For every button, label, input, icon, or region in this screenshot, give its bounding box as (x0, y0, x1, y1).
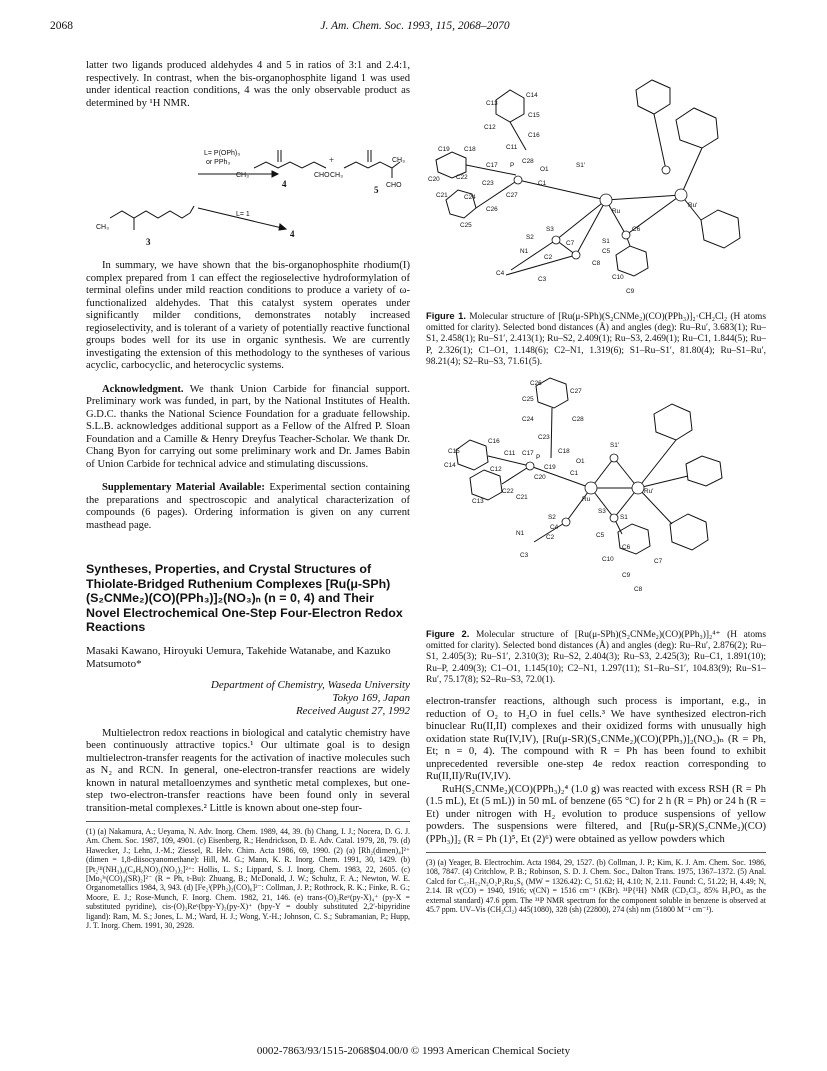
page-header (50, 20, 780, 38)
atom-label: N1 (520, 248, 529, 255)
page-number: 2068 (50, 20, 73, 32)
atom-label: C15 (528, 112, 540, 119)
atom-label: C26 (530, 380, 542, 388)
atom-label: S1′ (610, 442, 620, 450)
atom-label: C3 (520, 552, 529, 560)
right-column (426, 60, 766, 914)
atom-label: S3 (598, 508, 606, 516)
atom-label: C8 (592, 260, 601, 267)
plus-sign: + (329, 155, 335, 165)
atom-label: S1 (620, 514, 628, 522)
page-footer: 0002-7863/93/1515-2068$04.00/0 © 1993 American Chemical Society (256, 1045, 571, 1057)
figure-1-drawing (426, 60, 766, 308)
acknowledgment-text: We thank Union Carbide for financial support. Preliminary work was funded, in part, by the National Institutes of Health. G.D.C. thanks the National Science Foundation for a graduate fellowship. S.L.B. acknowledges additional support as a Fellow of the Alfred P. Sloan Foundation and a Camille & Henry Dreyfus Teacher-Scholar. We thank Dr. Chang Byon for carrying out some preliminary work and Dr. James Babin of Union Carbide for technical advice and stimulating discussions. (86, 383, 410, 470)
atom-label: C24 (464, 194, 476, 201)
compound-4-bottom: 4 (290, 229, 295, 239)
atom-label: C13 (486, 100, 498, 107)
left-column (86, 60, 410, 930)
atom-label: C3 (538, 276, 547, 283)
condition-bottom: L= 1 (236, 211, 250, 218)
compound-5: 5 (374, 185, 379, 195)
atom-label: C17 (486, 162, 498, 169)
atom-label: C13 (472, 498, 484, 506)
figure-2-caption-text: Molecular structure of [Ru(μ-SPh)(S₂CNMe₂)(CO)(PPh₃)]₂⁴⁺ (H atoms omitted for clarity). Selected bond distances (Å) and angles (deg): Ru–Ru′, 2.876(2); Ru–S1, 2.405(3); Ru–S1′, 2.310(3); Ru–S2, 2.404(3); Ru–S3, 2.425(3); Ru–C1, 1.891(10); Ru–P, 2.409(3); C1–O1, 1.145(10); C2–N1, 1.297(11); S1–Ru–S1′, 104.83(9); Ru–S1–Ru′, 75.17(8); S2–Ru–S3, 72.0(1). (426, 630, 766, 685)
atom-label: C21 (436, 192, 448, 199)
atom-label: C18 (558, 448, 570, 456)
atom-label: C27 (506, 192, 518, 199)
atom-label: S1 (602, 238, 610, 245)
figure-1-label: Figure 1. (426, 310, 467, 321)
atom-label: C16 (488, 438, 500, 446)
atom-label: C10 (602, 556, 614, 564)
summary-paragraph: In summary, we have shown that the bis-organophosphite rhodium(I) complex prepared from 1 can effect the regioselective hydroformylation of terminal olefins under mild reaction conditions to produce a variety of ω-functionalized aldehydes. That this catalyst system operates under significantly milder conditions, demonstrates notably increased regioselectivity, and is tolerant of a variety of potentially reactive functional groups bodes well for its use in organic synthesis. We are currently investigating the extension of this methodology to the syntheses of various acyclic, carbocyclic, and heterocyclic systems. (86, 260, 410, 371)
atom-label: C5 (596, 532, 605, 540)
atom-label: C11 (506, 144, 518, 151)
atom-label: C8 (634, 586, 643, 594)
atom-label: C12 (484, 124, 496, 131)
article-body-left: Multielectron redox reactions in biological and catalytic chemistry have been continuously attractive topics.¹ Our ultimate goal is to design multielectron-transfer reagents for the activation of inactive molecules such as N₂ and RCN. In general, one-electron-transfer reactions are widely known in natural metalloenzymes and synthetic metal complexes, but one-step two-electron-transfer reactions have been found only in several transition-metal complexes.² Little is known about one-step four- (86, 727, 410, 814)
atom-label: C22 (456, 174, 468, 181)
atom-label: S2 (526, 234, 534, 241)
atom-label: C20 (428, 176, 440, 183)
atom-label: Ru (582, 496, 591, 504)
atom-label: O1 (576, 458, 585, 466)
product4-cho: CHO (314, 172, 330, 179)
references-right: (3) (a) Yeager, B. Electrochim. Acta 1984, 29, 1527. (b) Collman, J. P.; Kim, K. J. Am. Chem. Soc. 1986, 108, 7847. (4) Critchlow, P. B.; Robinson, S. D. J. Chem. Soc., Dalton Trans. 1975, 1367–1372. (5) Anal. Calcd for C₅₇H₅₂N₂O₂P₂Ru₂S₆ (MW = 1326.42): C, 51.62; H, 4.10; N, 2.11. Found: C, 51.22; H, 4.49; N, 2.14. IR ν(CO) = 1940, 1916; ν(CN) = 1516 cm⁻¹ (KBr). ³¹P{¹H} NMR (CD₂Cl₂, 85% H₃PO₄ as the external standard) 47.6 ppm. The ³¹P NMR spectrum for the component soluble in benzene is observed at 45.7 ppm. UV–Vis (CH₂Cl₂) 445(1080), 328 (sh) (22800), 274 (sh) nm (51800 M⁻¹ cm⁻¹). (426, 852, 766, 914)
atom-label: C19 (544, 464, 556, 472)
supplementary-heading: Supplementary Material Available: (102, 482, 265, 493)
atom-label: C28 (572, 416, 584, 424)
atom-label: C14 (526, 92, 538, 99)
atom-label: C17 (522, 450, 534, 458)
product4-ch3: CH₃ (236, 172, 249, 179)
atom-label: S3 (546, 226, 554, 233)
atom-label: C1 (538, 180, 547, 187)
atom-label: P (510, 162, 515, 169)
atom-label: C2 (546, 534, 555, 542)
figure-2-caption (426, 628, 766, 686)
atom-label: C4 (550, 524, 559, 532)
product5-ch3: CH₃ (330, 172, 343, 179)
atom-label: C7 (566, 240, 575, 247)
acknowledgment-heading: Acknowledgment. (102, 383, 184, 395)
atom-label: C9 (626, 288, 635, 295)
figure-2 (426, 374, 766, 626)
atom-label: C16 (528, 132, 540, 139)
atom-label: C25 (460, 222, 472, 229)
reaction-scheme (86, 118, 410, 254)
atom-label: C4 (496, 270, 505, 277)
atom-label: C1 (570, 470, 579, 478)
compound-4-top: 4 (282, 179, 287, 189)
article-body-right-2: RuH(S₂CNMe₂)(CO)(PPh₃)₂⁴ (1.0 g) was reacted with excess RSH (R = Ph (1.5 mL), Et (5 mL)) in 50 mL of benzene (65 °C) for 2 h (R = Ph) or 24 h (R = Et) under nitrogen with H₂ evolution to produce suspensions of yellow powders. The suspensions were filtered, and [Ru(μ-SR)(S₂CNMe₂)(CO)(PPh₃)]₂ (R = Ph (1)⁵, Et (2)⁶) were obtained as yellow powders which (426, 783, 766, 845)
figure-2-label: Figure 2. (426, 628, 470, 640)
atom-label: C23 (538, 434, 550, 442)
atom-label: C12 (490, 466, 502, 474)
figure-1-caption-text: Molecular structure of [Ru(μ-SPh)(S₂CNMe₂)(CO)(PPh₃)]₂·CH₂Cl₂ (H atoms omitted for clarity). Selected bond distances (Å) and angles (deg): Ru–Ru′, 3.683(1); Ru–S1, 2.458(1); Ru–S1′, 2.413(1); Ru–S2, 2.409(1); Ru–S3, 2.469(1); Ru–C1, 1.844(5); Ru–P, 2.326(1); C1–O1, 1.148(6); C2–N1, 1.319(6); S1–Ru–S1′, 81.80(4); Ru–S1–Ru′, 98.21(4); S2–Ru–S3, 71.61(5). (426, 312, 766, 367)
atom-label: N1 (516, 530, 525, 538)
atom-label: C6 (632, 226, 641, 233)
atom-label: C20 (534, 474, 546, 482)
atom-label: C27 (570, 388, 582, 396)
atom-label: S1′ (576, 162, 586, 169)
supplementary-paragraph (86, 482, 410, 532)
atom-label: C19 (438, 146, 450, 153)
atom-label: Ru′ (688, 202, 698, 209)
atom-label: C22 (502, 488, 514, 496)
atom-label: C28 (522, 158, 534, 165)
figure-1-caption (426, 310, 766, 368)
references-left: (1) (a) Nakamura, A.; Ueyama, N. Adv. Inorg. Chem. 1989, 44, 39. (b) Chang, I. J.; Nocera, D. G. J. Am. Chem. Soc. 1987, 109, 4901. (c) Eisenberg, R.; Hendrickson, D. E. Adv. Catal. 1979, 28, 79. (d) Hawecker, J.; Lehn, J.-M.; Ziessel, R. Helv. Chim. Acta 1986, 69, 1990. (2) (a) [Rh₂(dimen)₄]²⁺ (dimen = 1,8-diisocyanomethane): Hill, M. G.; Mann, K. R. Inorg. Chem. 1991, 30, 1429. (b) [Pt₂ᴵᴵᴵ(NH₃)₄(C₄H₆NO)₂(NO₃)₂]²⁺: Hollis, L. S.; Lippard, S. J. Inorg. Chem. 1983, 22, 2605. (c) [Mo₂ᴵᵛ(CO)₄(SR)₂]²⁻ (R = Ph, t-Bu): Zhuang, B.; McDonald, J. W.; Schultz, F. A.; Newton, W. E. Organometallics 1984, 3, 943. (d) [Fe₂ᴵ(PPh₂)₂(CO)₆]²⁻: Collman, J. P.; Rothrock, R. K.; Finke, R. G.; Moore, E. J.; Rose-Munch, F. Inorg. Chem. 1982, 21, 146. (e) trans-(O)₂Reᵛ(py-X)₄⁺ (py-X = substituted pyridine), cis-(O)₂Reᵛ(bpy-Y)₂(py-X)⁺ (bpy-Y = doubly substituted 2,2′-bipyridine ligand): Ram, M. S.; Jones, L. M.; Ward, H. J.; Wong, Y.-H.; Johnson, C. S.; Subramanian, P.; Hupp, J. T. Inorg. Chem. 1991, 30, 2928. (86, 821, 410, 930)
substrate-ch3: CH₃ (96, 224, 109, 231)
product5-cho: CHO (386, 182, 402, 189)
article-body-right-1: electron-transfer reactions, although such process is important, e.g., in reduction of O₂ to H₂O in fuel cells.³ We have synthesized electron-rich binuclear Ru(II,II) complexes and their oxidized forms with unusually high oxidation state Ru(IV,IV), [Ru(μ-SR)(S₂CNMe₂)(CO)(PPh₃)]₂(NO₃)ₙ (R = Ph, Et; n = 0, 4). The compound with R = Ph has been found to exhibit unprecedented reversible one-step 4e redox reaction corresponding to Ru(II,II)/Ru(IV,IV). (426, 696, 766, 783)
affiliation-city: Tokyo 169, Japan (332, 691, 410, 704)
atom-label: O1 (540, 166, 549, 173)
atom-label: Ru (612, 208, 621, 215)
supplementary-text: Experimental section containing the preparations and spectroscopic and analytical characterization of compounds (6 pages). Ordering information is given on any current masthead page. (86, 482, 410, 531)
atom-label: C2 (544, 254, 553, 261)
received-date: Received August 27, 1992 (295, 704, 410, 717)
atom-label: C10 (612, 274, 624, 281)
product5-ch3-end: CH₃ (392, 157, 405, 164)
atom-label: Ru′ (644, 488, 654, 496)
scheme-drawing (86, 118, 410, 254)
atom-label: C25 (522, 396, 534, 404)
atom-label: C21 (516, 494, 528, 502)
atom-label: C11 (504, 450, 516, 458)
atom-label: P (536, 454, 541, 462)
atom-label: C9 (622, 572, 631, 580)
atom-label: C7 (654, 558, 663, 566)
atom-label: C14 (444, 462, 456, 470)
affiliation (86, 679, 410, 718)
intro-paragraph: latter two ligands produced aldehydes 4 and 5 in ratios of 3:1 and 2.4:1, respectively. In contrast, when the bis-organophosphite ligand 1 was used under identical reaction conditions, 4 was the only observable product as determined by ¹H NMR. (86, 60, 410, 109)
condition-top-line1: L= P(OPh)₃ (204, 150, 241, 157)
journal-citation: J. Am. Chem. Soc. 1993, 115, 2068–2070 (320, 20, 510, 32)
condition-top-line2: or PPh₃ (206, 159, 231, 166)
atom-label: C23 (482, 180, 494, 187)
atom-label: C6 (622, 544, 631, 552)
atom-label: C15 (448, 448, 460, 456)
affiliation-department: Department of Chemistry, Waseda University (210, 678, 410, 691)
product4-chain (254, 162, 326, 168)
article-authors: Masaki Kawano, Hiroyuki Uemura, Takehide Watanabe, and Kazuko Matsumoto* (86, 644, 391, 670)
atom-label: S2 (548, 514, 556, 522)
article-title: Syntheses, Properties, and Crystal Structures of Thiolate-Bridged Ruthenium Complexes [Ru(μ-SPh)(S₂CNMe₂)(CO)(PPh₃)]₂(NO₃)ₙ (n = 0, 4) and Their Novel Electrochemical One-Step Four-Electron Redox Reactions (86, 562, 403, 634)
figure-1 (426, 60, 766, 308)
atom-label: C26 (486, 206, 498, 213)
atom-label: C24 (522, 416, 534, 424)
atom-label: C18 (464, 146, 476, 153)
acknowledgment-paragraph (86, 384, 410, 472)
atom-label: C5 (602, 248, 611, 255)
compound-3: 3 (146, 237, 151, 247)
substrate-chain (110, 211, 190, 218)
